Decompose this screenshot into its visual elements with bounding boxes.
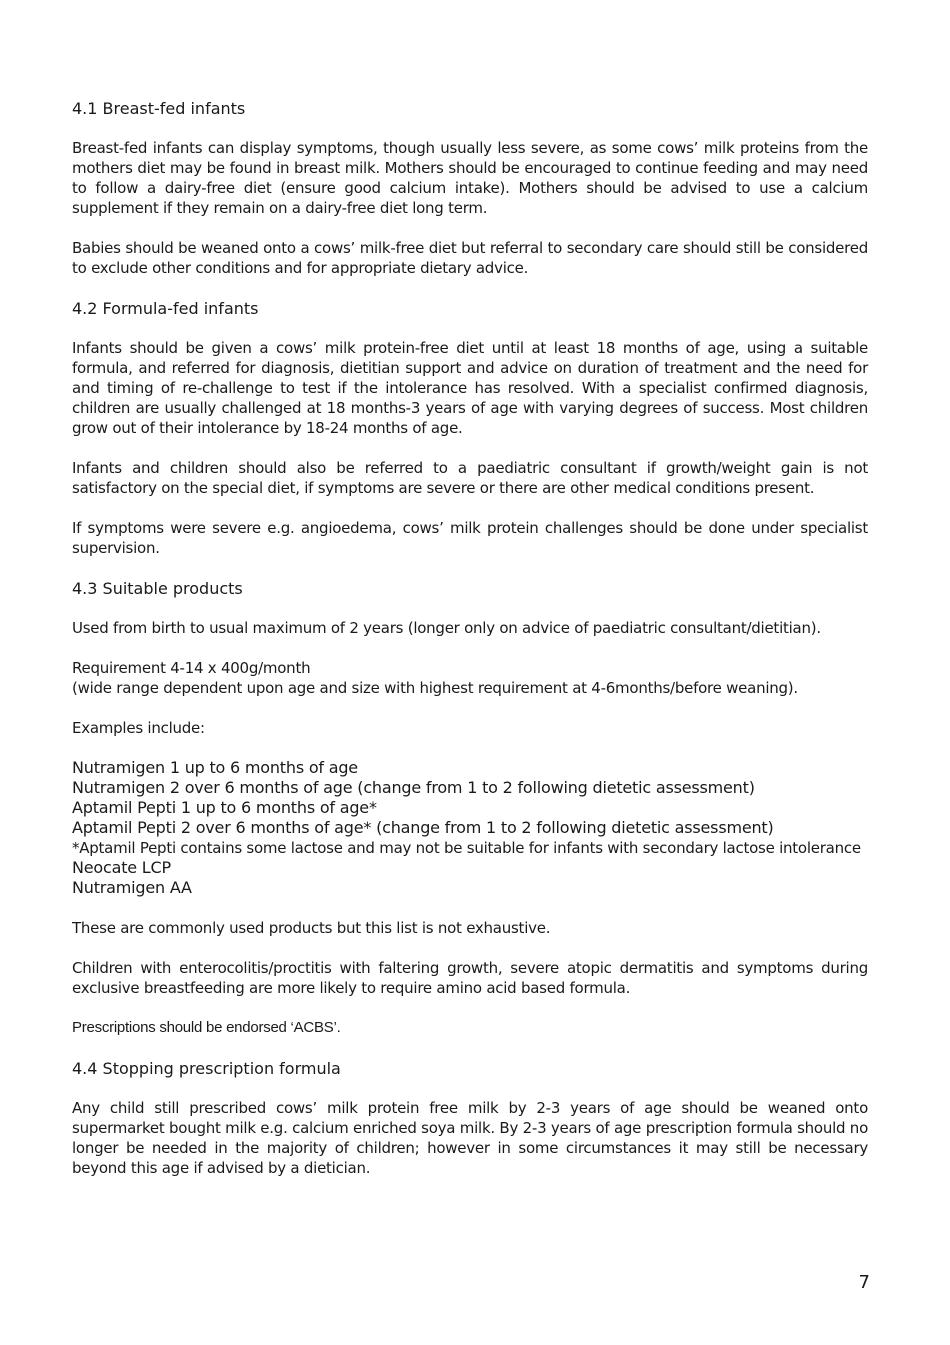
section-heading-stopping-prescription: 4.4 Stopping prescription formula [72,1059,341,1078]
list-item: Aptamil Pepti 1 up to 6 months of age* [72,798,377,817]
paragraph: Any child still prescribed cows’ milk protein free milk by 2-3 years of age should be weaned onto supermarket bought milk e.g. calcium enriched soya milk. By 2-3 years of age prescription formula should no longer be needed in the majority of children; however in some circumstances it may still be necessary beyond this age if advised by a dietician. [72,1099,868,1177]
section-heading-suitable-products: 4.3 Suitable products [72,579,243,598]
list-item: Aptamil Pepti 2 over 6 months of age* (change from 1 to 2 following dietetic assessment) [72,818,774,837]
section-heading-breast-fed: 4.1 Breast-fed infants [72,99,246,118]
common-products-note: These are commonly used products but this list is not exhaustive. [72,919,551,937]
endorse-note: Prescriptions should be endorsed ‘ACBS’. [72,1019,341,1036]
page-number: 7 [858,1272,870,1293]
list-item: Nutramigen 1 up to 6 months of age [72,758,358,777]
amino-acid-note: Children with enterocolitis/proctitis with faltering growth, severe atopic dermatitis and symptoms during exclusive breastfeeding are more likely to require amino acid based formula. [72,959,868,997]
section-heading-formula-fed: 4.2 Formula-fed infants [72,299,259,318]
paragraph: If symptoms were severe e.g. angioedema, cows’ milk protein challenges should be done under specialist supervision. [72,519,868,557]
paragraph: Infants and children should also be referred to a paediatric consultant if growth/weight gain is not satisfactory on the special diet, if symptoms are severe or there are other medical conditions present. [72,459,868,497]
paragraph: Breast-fed infants can display symptoms, though usually less severe, as some cows’ milk proteins from the mothers diet may be found in breast milk. Mothers should be encouraged to continue feeding and may need to follow a dairy-free diet (ensure good calcium intake). Mothers should be advised to use a calcium supplement if they remain on a dairy-free diet long term. [72,139,868,217]
paragraph: Babies should be weaned onto a cows’ milk-free diet but referral to secondary care should still be considered to exclude other conditions and for appropriate dietary advice. [72,239,868,277]
document-page [72,98,868,1198]
usage-paragraph: Used from birth to usual maximum of 2 years (longer only on advice of paediatric consultant/dietitian). [72,619,821,637]
examples-label: Examples include: [72,719,205,737]
list-item: Neocate LCP [72,858,171,877]
list-item: Nutramigen AA [72,878,192,897]
product-list [72,758,868,898]
list-item: Nutramigen 2 over 6 months of age (change from 1 to 2 following dietetic assessment) [72,778,755,797]
footnote: *Aptamil Pepti contains some lactose and may not be suitable for infants with secondary lactose intolerance [72,839,861,857]
paragraph: Infants should be given a cows’ milk protein-free diet until at least 18 months of age, using a suitable formula, and referred for diagnosis, dietitian support and advice on duration of treatment and the need for and timing of re-challenge to test if the intolerance has resolved. With a specialist confirmed diagnosis, children are usually challenged at 18 months-3 years of age with varying degrees of success. Most children grow out of their intolerance by 18-24 months of age. [72,339,868,437]
requirement-detail: (wide range dependent upon age and size with highest requirement at 4-6months/before weaning). [72,679,798,697]
requirement-line: Requirement 4-14 x 400g/month [72,659,311,677]
